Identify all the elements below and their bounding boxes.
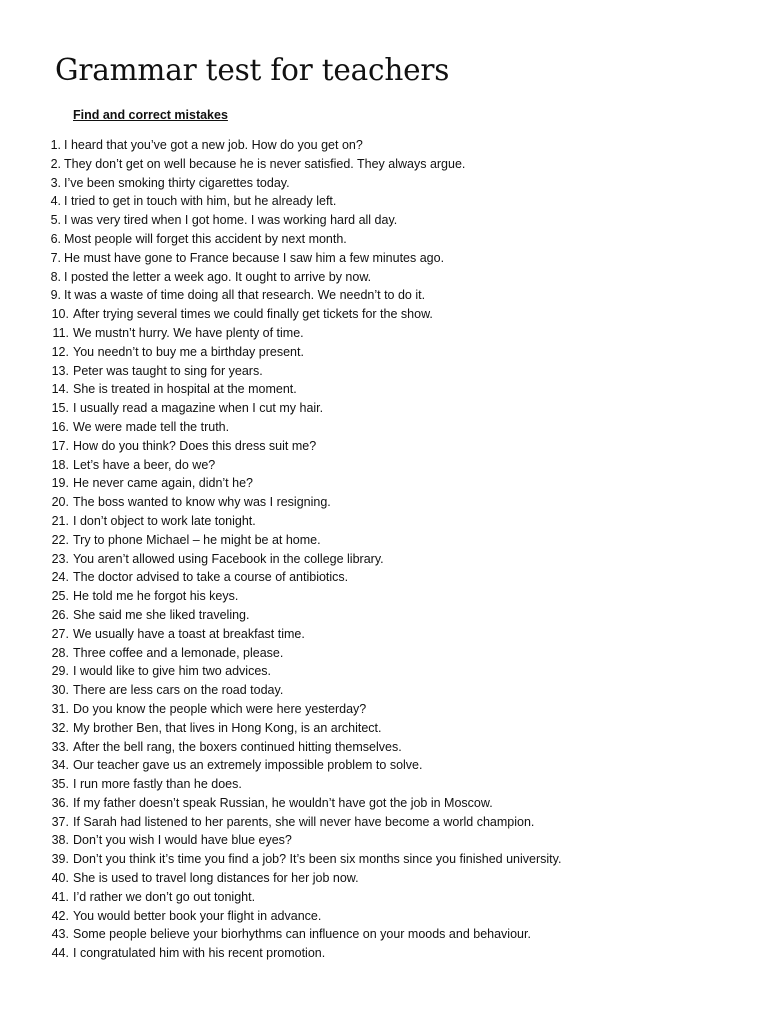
item-number: 36. xyxy=(51,795,69,810)
item-number: 18. xyxy=(51,457,69,472)
item-text: There are less cars on the road today. xyxy=(73,683,284,698)
item-number: 1. xyxy=(50,138,61,152)
item-text: It was a waste of time doing all that research. We needn’t to do it. xyxy=(64,288,426,303)
item-text: He told me he forgot his keys. xyxy=(73,589,239,604)
item-number: 4. xyxy=(50,194,61,209)
item-text: They don’t get on well because he is never satisfied. They always argue. xyxy=(64,156,466,171)
item-text: She is used to travel long distances for her job now. xyxy=(73,871,359,886)
item-text: I tried to get in touch with him, but he already left. xyxy=(64,194,337,209)
item-number: 22. xyxy=(51,532,69,547)
item-number: 40. xyxy=(51,871,69,886)
item-number: 31. xyxy=(51,701,69,716)
item-text: Try to phone Michael – he might be at home. xyxy=(73,532,321,547)
item-text: Do you know the people which were here yesterday? xyxy=(73,701,367,716)
item-number: 14. xyxy=(51,382,69,397)
item-text: You would better book your flight in advance. xyxy=(73,908,322,923)
item-text: I’d rather we don’t go out tonight. xyxy=(73,889,256,904)
section-heading: Find and correct mistakes xyxy=(73,108,228,122)
item-text: Some people believe your biorhythms can influence on your moods and behaviour. xyxy=(73,927,531,942)
item-text: Our teacher gave us an extremely impossible problem to solve. xyxy=(73,758,423,773)
item-number: 9. xyxy=(50,288,61,303)
item-number: 28. xyxy=(51,645,69,660)
item-number: 29. xyxy=(51,664,69,679)
item-text: Three coffee and a lemonade, please. xyxy=(73,645,284,660)
item-text: I don’t object to work late tonight. xyxy=(73,513,256,528)
item-text: Most people will forget this accident by next month. xyxy=(64,231,347,246)
item-number: 32. xyxy=(51,720,69,735)
item-text: I usually read a magazine when I cut my hair. xyxy=(73,401,324,416)
item-text: I congratulated him with his recent promotion. xyxy=(73,946,326,961)
item-text: How do you think? Does this dress suit me? xyxy=(73,438,317,453)
item-text: I heard that you’ve got a new job. How do you get on? xyxy=(64,138,363,152)
item-number: 19. xyxy=(51,476,69,491)
item-text: We were made tell the truth. xyxy=(73,419,230,434)
item-text: Peter was taught to sing for years. xyxy=(73,363,263,378)
item-text: We mustn’t hurry. We have plenty of time. xyxy=(73,325,304,340)
item-number: 34. xyxy=(51,758,69,773)
item-text: Don’t you wish I would have blue eyes? xyxy=(73,833,292,848)
item-number: 12. xyxy=(51,344,69,359)
item-text: You aren’t allowed using Facebook in the college library. xyxy=(73,551,384,566)
item-number: 44. xyxy=(51,946,69,961)
item-text: He must have gone to France because I saw him a few minutes ago. xyxy=(64,250,445,265)
item-text: My brother Ben, that lives in Hong Kong, is an architect. xyxy=(73,720,382,735)
item-number: 16. xyxy=(51,419,69,434)
item-number: 37. xyxy=(51,814,69,829)
item-text: After the bell rang, the boxers continued hitting themselves. xyxy=(73,739,402,754)
item-text: Don’t you think it’s time you find a job? It’s been six months since you finished university. xyxy=(73,852,562,867)
item-number: 13. xyxy=(51,363,69,378)
item-number: 10. xyxy=(51,307,69,322)
item-text: I would like to give him two advices. xyxy=(73,664,272,679)
item-text: You needn’t to buy me a birthday present. xyxy=(73,344,304,359)
item-text: I was very tired when I got home. I was working hard all day. xyxy=(64,213,398,228)
item-text: She said me she liked traveling. xyxy=(73,607,250,622)
item-number: 17. xyxy=(51,438,69,453)
item-text: I run more fastly than he does. xyxy=(73,777,242,792)
item-number: 8. xyxy=(50,269,61,284)
item-text: If Sarah had listened to her parents, she will never have become a world champion. xyxy=(73,814,535,829)
item-number: 35. xyxy=(51,777,69,792)
item-text: After trying several times we could finally get tickets for the show. xyxy=(73,307,433,322)
item-number: 11. xyxy=(52,325,69,340)
item-number: 7. xyxy=(50,250,61,265)
item-number: 2. xyxy=(50,156,61,171)
item-text: I posted the letter a week ago. It ought to arrive by now. xyxy=(64,269,372,284)
item-number: 42. xyxy=(51,908,69,923)
item-text: She is treated in hospital at the moment. xyxy=(73,382,297,397)
item-text: The boss wanted to know why was I resigning. xyxy=(73,495,331,510)
item-text: The doctor advised to take a course of antibiotics. xyxy=(73,570,349,585)
item-number: 30. xyxy=(51,683,69,698)
item-text: He never came again, didn’t he? xyxy=(73,476,253,491)
item-text: We usually have a toast at breakfast time. xyxy=(73,626,305,641)
item-number: 39. xyxy=(51,852,69,867)
item-number: 41. xyxy=(51,889,69,904)
item-number: 20. xyxy=(51,495,69,510)
page-title: Grammar test for teachers xyxy=(55,53,450,87)
item-text: Let’s have a beer, do we? xyxy=(73,457,216,472)
item-number: 15. xyxy=(51,401,69,416)
item-number: 23. xyxy=(51,551,69,566)
item-number: 3. xyxy=(50,175,61,190)
item-text: If my father doesn’t speak Russian, he wouldn’t have got the job in Moscow. xyxy=(73,795,493,810)
item-number: 24. xyxy=(51,570,69,585)
item-number: 25. xyxy=(51,589,69,604)
item-number: 6. xyxy=(50,231,61,246)
item-number: 27. xyxy=(51,626,69,641)
item-number: 26. xyxy=(51,607,69,622)
item-number: 5. xyxy=(50,213,61,228)
item-number: 43. xyxy=(51,927,69,942)
item-number: 38. xyxy=(51,833,69,848)
item-number: 33. xyxy=(51,739,69,754)
item-number: 21. xyxy=(51,513,69,528)
item-text: I’ve been smoking thirty cigarettes today. xyxy=(64,175,290,190)
